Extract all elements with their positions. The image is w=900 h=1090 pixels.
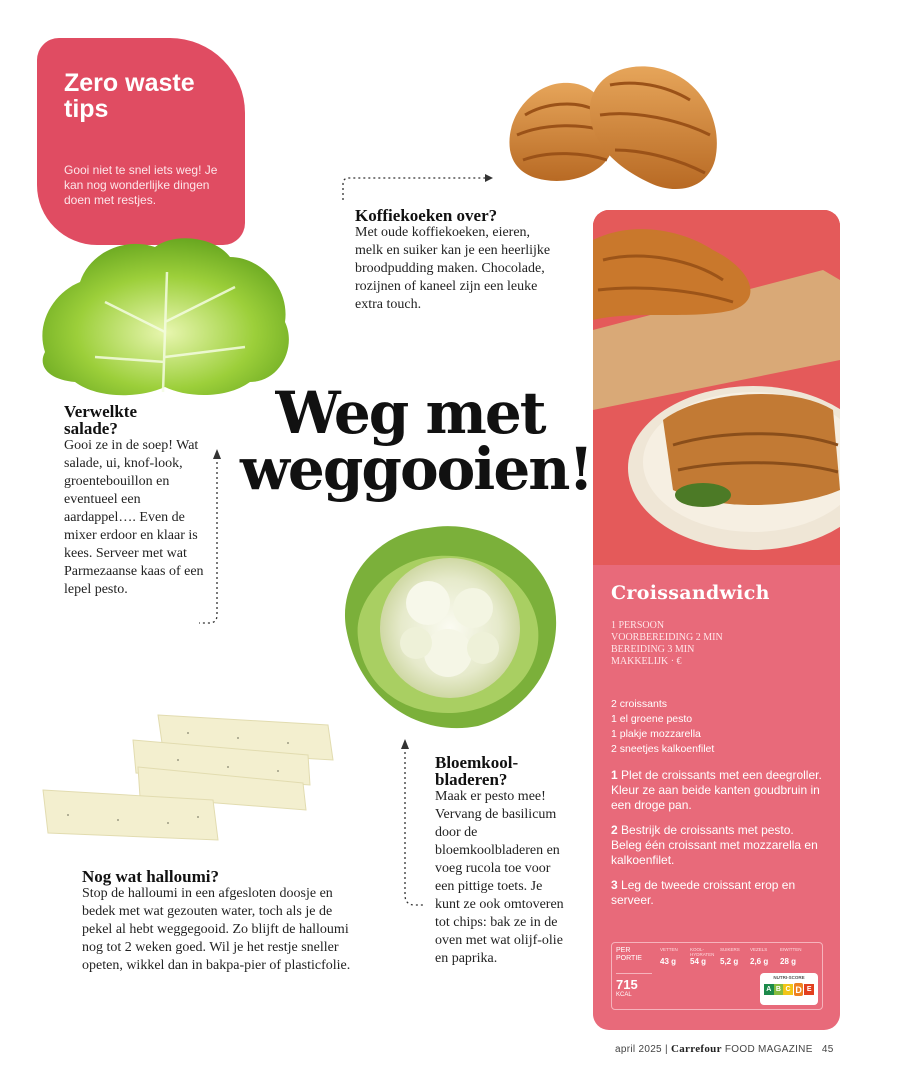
tip-halloumi — [82, 868, 352, 975]
recipe-meta-prep: VOORBEREIDING 2 MIN — [611, 632, 723, 643]
tip-koffiekoeken-heading: Koffiekoeken over? — [355, 206, 498, 225]
tip-salade-heading-1: Verwelkte — [64, 402, 138, 421]
arrow-bloemkool-icon — [395, 735, 430, 915]
zero-waste-box — [37, 38, 245, 245]
step-number: 2 — [611, 823, 618, 837]
headline-line-1: Weg met — [275, 379, 545, 447]
nutrition-per-label-1: PER — [616, 947, 631, 954]
footer-brand: Carrefour — [671, 1043, 722, 1055]
recipe-step — [611, 768, 826, 813]
nutrition-value: 43 g — [660, 957, 677, 966]
nutrition-item — [690, 947, 715, 966]
nutri-score-d: D — [793, 982, 805, 997]
recipe-ingredients — [611, 697, 826, 757]
zero-waste-intro: Gooi niet te snel iets weg! Je kan nog wonderlijke dingen doen met restjes. — [64, 163, 218, 207]
nutrition-values — [660, 947, 805, 966]
tip-bloemkool — [435, 754, 565, 968]
step-text: Bestrijk de croissants met pesto. Beleg één croissant met mozzarella en kalkoenfilet. — [611, 823, 818, 867]
recipe-title: Croissandwich — [611, 582, 770, 604]
tip-salade-text: Gooi ze in de soep! Wat salade, ui, knof-look, groentebouillon en eventueel een aardappel…. Even de mixer erdoor en klaar is kees. Serveer met wat Parmezaanse kaas of een lepel pesto. — [64, 438, 204, 597]
tip-koffiekoeken — [355, 207, 555, 314]
tip-bloemkool-text: Maak er pesto mee! Vervang de basilicum door de bloemkoolbladeren en voeg rucola toe voor een pittige toets. Je kunt ze ook omtoveren tot chips: bak ze in de oven met wat olijf-olie en paprika. — [435, 789, 564, 966]
nutrition-label: EIWITTEN — [780, 947, 802, 952]
nutrition-kcal — [616, 973, 652, 1005]
nutrition-value: 5,2 g — [720, 957, 739, 966]
nutrition-label: SUIKERS — [720, 947, 740, 952]
headline-line-2: weggooien! — [240, 435, 592, 503]
step-number: 1 — [611, 768, 618, 782]
step-number: 3 — [611, 878, 618, 892]
ingredient-item: 2 sneetjes kalkoenfilet — [611, 743, 715, 755]
ingredient-item: 1 plakje mozzarella — [611, 728, 701, 740]
nutrition-item — [750, 947, 775, 966]
nutrition-value: 28 g — [780, 957, 797, 966]
lettuce-image — [35, 232, 295, 402]
tip-salade — [64, 403, 214, 599]
recipe-meta-difficulty: MAKKELIJK · € — [611, 656, 682, 667]
footer-magazine: FOOD MAGAZINE — [724, 1044, 813, 1055]
croissandwich-photo — [593, 210, 840, 565]
nutri-score-badge — [760, 973, 818, 1005]
halloumi-image — [38, 705, 338, 855]
nutri-score-e: E — [804, 984, 814, 995]
nutrition-value: 54 g — [690, 957, 707, 966]
zero-waste-title: Zero waste tips — [64, 69, 195, 123]
nutri-score-b: B — [774, 984, 784, 995]
nutrition-value: 2,6 g — [750, 957, 769, 966]
page-footer — [615, 1043, 834, 1055]
step-text: Leg de tweede croissant erop en serveer. — [611, 878, 796, 907]
kcal-unit: KCAL — [616, 992, 632, 998]
ingredient-item: 1 el groene pesto — [611, 713, 693, 725]
recipe-steps — [611, 768, 826, 918]
tip-salade-heading-2: salade? — [64, 419, 118, 438]
nutri-score-scale — [764, 983, 814, 996]
nutrition-item — [780, 947, 805, 966]
nutri-score-a: A — [764, 984, 774, 995]
step-text: Plet de croissants met een deegroller. Kleur ze aan beide kanten goudbruin in een droge pan. — [611, 768, 822, 812]
tip-koffiekoeken-text: Met oude koffiekoeken, eieren, melk en suiker kan je een heerlijke broodpudding maken. Chocolade, rozijnen of kaneel zijn een leuke extra touch. — [355, 225, 551, 312]
recipe-meta-cook: BEREIDING 3 MIN — [611, 644, 695, 655]
croissants-image — [495, 55, 730, 200]
page-number: 45 — [821, 1044, 834, 1055]
nutrition-item — [720, 947, 745, 966]
nutrition-table — [611, 942, 823, 1010]
nutri-score-c: C — [783, 984, 793, 995]
nutri-score-label: NUTRI-SCORE — [773, 975, 805, 980]
tip-halloumi-heading: Nog wat halloumi? — [82, 867, 219, 886]
nutrition-item — [660, 947, 685, 966]
arrow-salade-icon — [195, 445, 225, 630]
recipe-step — [611, 878, 826, 908]
footer-separator: | — [665, 1044, 668, 1055]
recipe-meta — [611, 620, 831, 668]
nutrition-label: VEZELS — [750, 947, 768, 952]
recipe-step — [611, 823, 826, 868]
nutrition-label: VETTEN — [660, 947, 678, 952]
recipe-meta-persons: 1 PERSOON — [611, 620, 665, 631]
kcal-value: 715 — [616, 977, 638, 992]
tip-halloumi-text: Stop de halloumi in een afgesloten doosje en bedek met wat gezouten water, toch als je de pekel al hebt weggegooid. Zo blijft de halloumi nog tot 2 weken goed. Wil je het restje sneller opeten, wikkel dan in bakpa-pier of plasticfolie. — [82, 886, 351, 973]
tip-bloemkool-heading-1: Bloemkool- — [435, 753, 519, 772]
recipe-card — [593, 210, 840, 1030]
arrow-koffiekoeken-icon — [335, 170, 500, 205]
footer-date: april 2025 — [615, 1044, 662, 1055]
tip-bloemkool-heading-2: bladeren? — [435, 770, 508, 789]
nutrition-label: KOOL-HYDRATEN — [690, 947, 715, 957]
nutrition-per-label — [616, 947, 642, 963]
ingredient-item: 2 croissants — [611, 698, 668, 710]
nutrition-per-label-2: PORTIE — [616, 955, 642, 962]
cauliflower-image — [338, 518, 563, 733]
headline — [240, 379, 592, 503]
